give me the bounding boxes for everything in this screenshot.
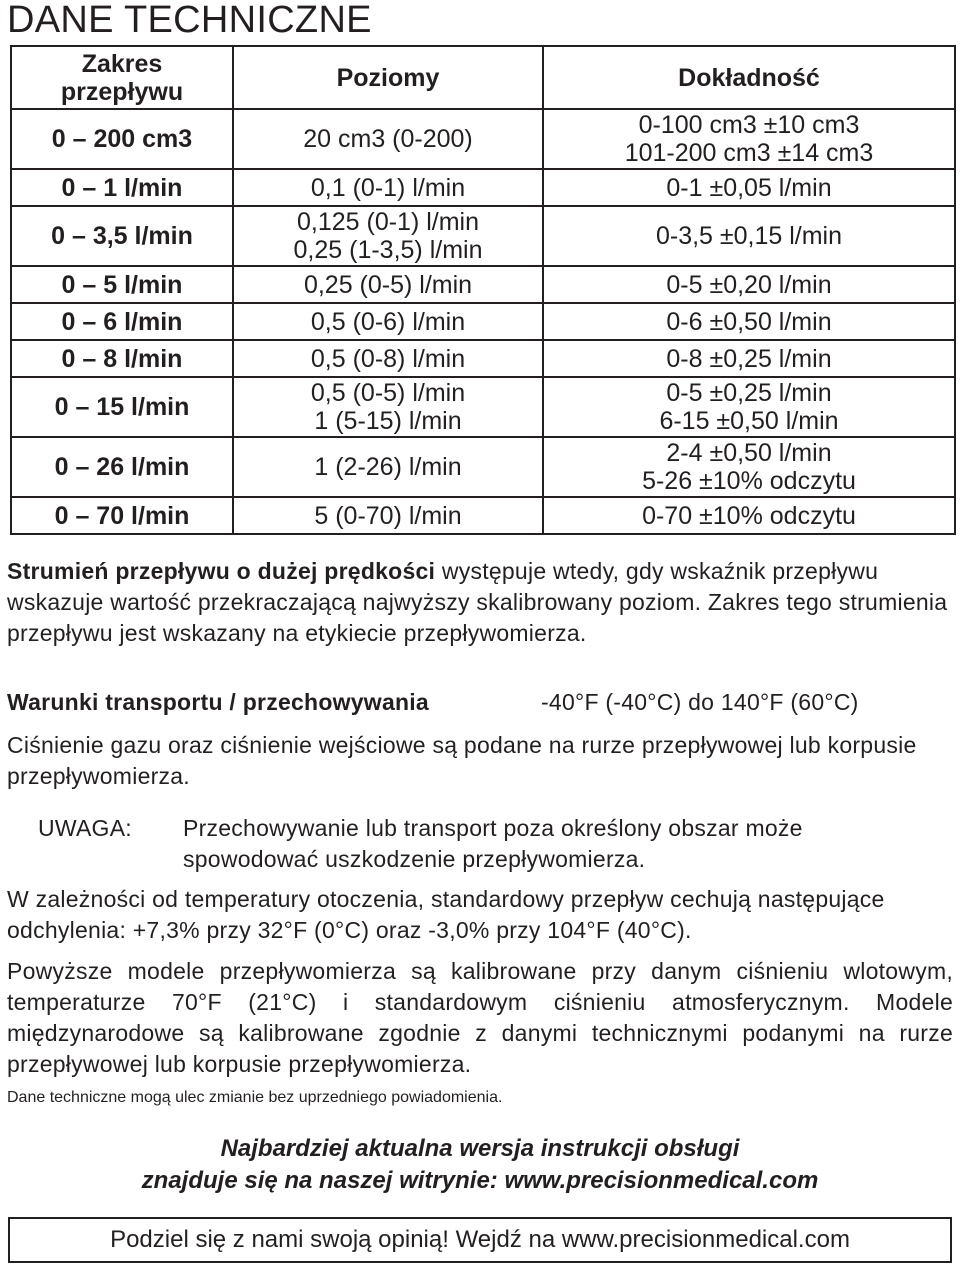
transport-conditions xyxy=(7,687,953,718)
levels-line: 1 (2-26) l/min xyxy=(314,453,462,481)
levels-line: 5 (0-70) l/min xyxy=(314,501,462,530)
high-speed-note xyxy=(7,556,953,649)
accuracy-line: 0-1 ±0,05 l/min xyxy=(666,173,832,202)
levels-line: 1 (5-15) l/min xyxy=(314,407,462,435)
header-range xyxy=(11,46,233,109)
accuracy-cell xyxy=(543,266,955,303)
range-cell: 0 – 3,5 l/min xyxy=(11,206,233,266)
range-cell: 0 – 200 cm3 xyxy=(11,109,233,169)
accuracy-cell xyxy=(543,169,955,206)
levels-line: 0,1 (0-1) l/min xyxy=(310,173,466,202)
calibration-note: Powyższe modele przepływomierza są kalibrowane przy danym ciśnieniu wlotowym, temperaturze 70°F (21°C) i standardowym ciśnieniu atmosferycznym. Modele międzynarodowe są kalibrowane zgodnie z danymi technicznymi podanymi na rurze przepływowej lub korpusie przepływomierza. xyxy=(7,958,953,1077)
levels-line: 0,125 (0-1) l/min xyxy=(296,208,480,236)
levels-cell xyxy=(233,497,543,534)
accuracy-cell xyxy=(543,206,955,266)
transport-value: -40°F (-40°C) do 140°F (60°C) xyxy=(541,689,859,715)
pressure-note: Ciśnienie gazu oraz ciśnienie wejściowe są podane na rurze przepływowej lub korpusie przepływomierza. xyxy=(7,732,917,789)
page-title: DANE TECHNICZNE xyxy=(7,0,372,41)
table-row xyxy=(11,303,955,340)
specs-table xyxy=(10,45,956,535)
accuracy-cell xyxy=(543,109,955,169)
range-cell: 0 – 15 l/min xyxy=(11,377,233,437)
range-cell: 0 – 1 l/min xyxy=(11,169,233,206)
online-notice-line: Najbardziej aktualna wersja instrukcji obsługi xyxy=(220,1135,740,1162)
table-row xyxy=(11,169,955,206)
accuracy-cell xyxy=(543,303,955,340)
levels-cell xyxy=(233,206,543,266)
levels-line: 0,25 (0-5) l/min xyxy=(303,270,473,299)
range-cell: 0 – 26 l/min xyxy=(11,437,233,497)
opinion-box: Podziel się z nami swoją opinią! Wejdź na www.precisionmedical.com xyxy=(8,1217,952,1263)
table-row xyxy=(11,266,955,303)
accuracy-line: 0-5 ±0,20 l/min xyxy=(666,270,832,299)
accuracy-line: 0-8 ±0,25 l/min xyxy=(666,344,832,373)
table-row xyxy=(11,206,955,266)
levels-line: 0,25 (1-3,5) l/min xyxy=(293,236,483,264)
accuracy-line: 6-15 ±0,50 l/min xyxy=(659,407,839,435)
table-row xyxy=(11,377,955,437)
levels-cell xyxy=(233,266,543,303)
levels-cell xyxy=(233,303,543,340)
accuracy-line: 5-26 ±10% odczytu xyxy=(642,467,856,495)
header-levels: Poziomy xyxy=(233,46,543,109)
accuracy-line: 0-6 ±0,50 l/min xyxy=(666,307,832,336)
accuracy-cell xyxy=(543,377,955,437)
header-accuracy: Dokładność xyxy=(543,46,955,109)
levels-cell xyxy=(233,377,543,437)
header-range-line: przepływu xyxy=(60,77,184,106)
accuracy-cell xyxy=(543,340,955,377)
accuracy-line: 2-4 ±0,50 l/min xyxy=(666,439,832,467)
transport-label: Warunki transportu / przechowywania xyxy=(7,689,429,715)
range-cell: 0 – 5 l/min xyxy=(11,266,233,303)
high-speed-description: występuje wtedy, gdy wskaźnik przepływu wskazuje wartość przekraczającą najwyższy skalibrowany poziom. Zakres tego strumienia przepływu jest wskazany na etykiecie przepływomierza. xyxy=(7,558,948,646)
table-row xyxy=(11,497,955,534)
accuracy-cell xyxy=(543,437,955,497)
levels-line: 0,5 (0-6) l/min xyxy=(310,307,466,336)
levels-cell xyxy=(233,437,543,497)
table-row xyxy=(11,109,955,169)
accuracy-line: 0-70 ±10% odczytu xyxy=(642,501,856,530)
levels-line: 0,5 (0-8) l/min xyxy=(310,344,466,373)
range-cell: 0 – 6 l/min xyxy=(11,303,233,340)
online-notice-line: znajduje się na naszej witrynie: www.precisionmedical.com xyxy=(141,1167,819,1194)
accuracy-cell xyxy=(543,497,955,534)
accuracy-line: 0-100 cm3 ±10 cm3 xyxy=(638,111,860,139)
warning-text: Przechowywanie lub transport poza określony obszar może spowodować uszkodzenie przepływomierza. xyxy=(183,815,803,872)
high-speed-term: Strumień przepływu o dużej prędkości xyxy=(7,558,436,584)
levels-cell xyxy=(233,340,543,377)
temperature-note: W zależności od temperatury otoczenia, standardowy przepływ cechują następujące odchylenia: +7,3% przy 32°F (0°C) oraz -3,0% przy 104°F (40°C). xyxy=(7,886,885,943)
footnote: Dane techniczne mogą ulec zmianie bez uprzedniego powiadomienia. xyxy=(7,1089,503,1106)
levels-line: 0,5 (0-5) l/min xyxy=(310,379,466,407)
range-cell: 0 – 70 l/min xyxy=(11,497,233,534)
warning-label: UWAGA: xyxy=(38,815,132,841)
levels-cell xyxy=(233,169,543,206)
range-cell: 0 – 8 l/min xyxy=(11,340,233,377)
levels-line: 20 cm3 (0-200) xyxy=(303,125,473,153)
accuracy-line: 101-200 cm3 ±14 cm3 xyxy=(624,139,874,167)
table-header-row xyxy=(11,46,955,109)
levels-cell xyxy=(233,109,543,169)
header-range-line: Zakres xyxy=(81,49,163,78)
accuracy-line: 0-5 ±0,25 l/min xyxy=(666,379,832,407)
table-row xyxy=(11,340,955,377)
online-notice xyxy=(0,1133,960,1197)
accuracy-line: 0-3,5 ±0,15 l/min xyxy=(655,222,843,250)
table-row xyxy=(11,437,955,497)
